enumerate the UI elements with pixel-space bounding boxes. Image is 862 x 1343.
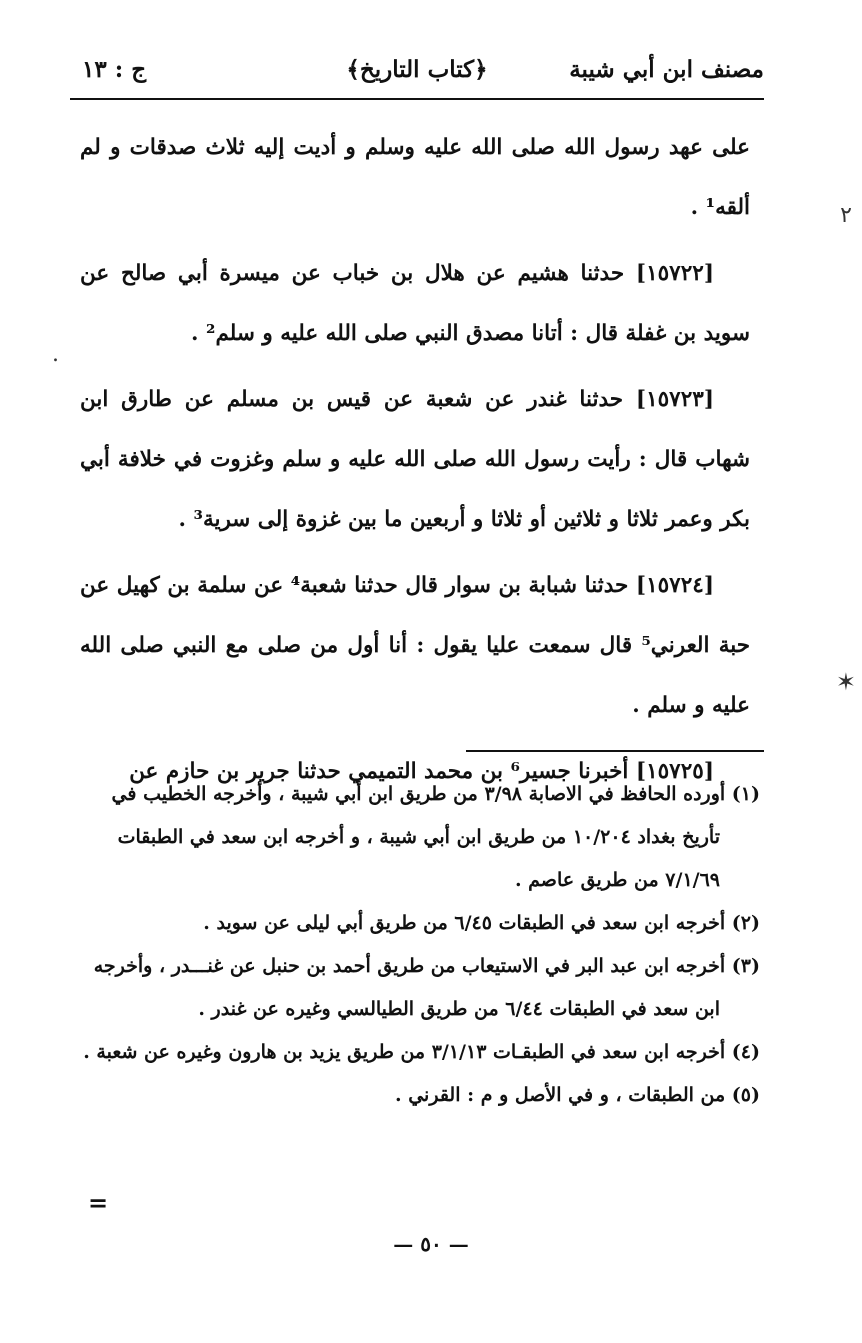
hadith-number: [١٥٧٢٣] [635, 387, 714, 412]
footnote-5: (٥) من الطبقات ، و في الأصل و م : القرني . [394, 1084, 760, 1106]
hadith-text: حدثنا غندر عن شعبة عن قيس بن مسلم عن طارق ابن شهاب قال : رأيت رسول الله صلى الله عليه و سلم وغزوت في خلافة أبي بكر وعمر ثلاثا و ثلاثين أو ثلاثا و أربعين ما بين غزوة إلى سرية³ . [80, 387, 750, 532]
hadith-text: حدثنا شبابة بن سوار قال حدثنا شعبة⁴ عن سلمة بن كهيل عن حبة العرني⁵ قال سمعت عليا يقول : أنا أول من صلى مع النبي صلى الله عليه و سلم . [80, 573, 750, 718]
hadith-text: حدثنا هشيم عن هلال بن خباب عن ميسرة أبي صالح عن سويد بن غفلة قال : أتانا مصدق النبي صلى الله عليه و سلم² . [80, 261, 750, 346]
hadith-entry [80, 244, 750, 364]
page-number: — ٥٠ — [393, 1232, 469, 1256]
book-title: مصنف ابن أبي شيبة [569, 56, 764, 83]
footnote-2: (٢) أخرجه ابن سعد في الطبقات ٦/٤٥ من طريق أبي ليلى عن سويد . [203, 912, 760, 934]
margin-star-mark: ✶ [835, 668, 856, 696]
footnotes [70, 773, 760, 1117]
paragraph-text: على عهد رسول الله صلى الله عليه وسلم و أديت إليه ثلاث صدقات و لم ألقه¹ . [80, 135, 750, 220]
hadith-entry [80, 370, 750, 550]
margin-note-number: ٢ [840, 203, 852, 228]
main-body [80, 118, 750, 802]
hadith-number: [١٥٧٢٢] [635, 261, 714, 286]
footnote-continuation-mark: = [88, 1188, 109, 1217]
hadith-number: [١٥٧٢٥] [635, 759, 714, 784]
footnote-4: (٤) أخرجه ابن سعد في الطبقـات ٣/١/١٣ من طريق يزيد بن هارون وغيره عن شعبة . [83, 1041, 760, 1063]
footnote-3: (٣) أخرجه ابن عبد البر في الاستيعاب من طريق أحمد بن حنبل عن غنـــدر ، وأخرجه ابن سعد في الطبقات ٦/٤٤ من طريق الطيالسي وغيره عن غندر . [93, 955, 760, 1020]
hadith-number: [١٥٧٢٤] [635, 573, 715, 598]
footnote-separator [466, 750, 764, 752]
hadith-entry [80, 556, 750, 736]
hadith-text: أخبرنا جسير⁶ بن محمد التميمي حدثنا جرير بن حازم عن [129, 759, 636, 784]
paragraph-continuation [80, 118, 750, 238]
volume-label: ج : ١٣ [82, 56, 147, 83]
running-header [70, 42, 764, 100]
section-title: ﴿كتاب التاريخ﴾ [346, 56, 488, 83]
margin-dot: . [52, 342, 59, 367]
footnote-1: (١) أورده الحافظ في الاصابة ٣/٩٨ من طريق ابن أبي شيبة ، وأخرجه الخطيب في تأريخ بغداد ١٠/٢٠٤ من طريق ابن أبي شيبة ، و أخرجه ابن سعد في الطبقات ٧/١/٦٩ من طريق عاصم . [111, 783, 760, 891]
